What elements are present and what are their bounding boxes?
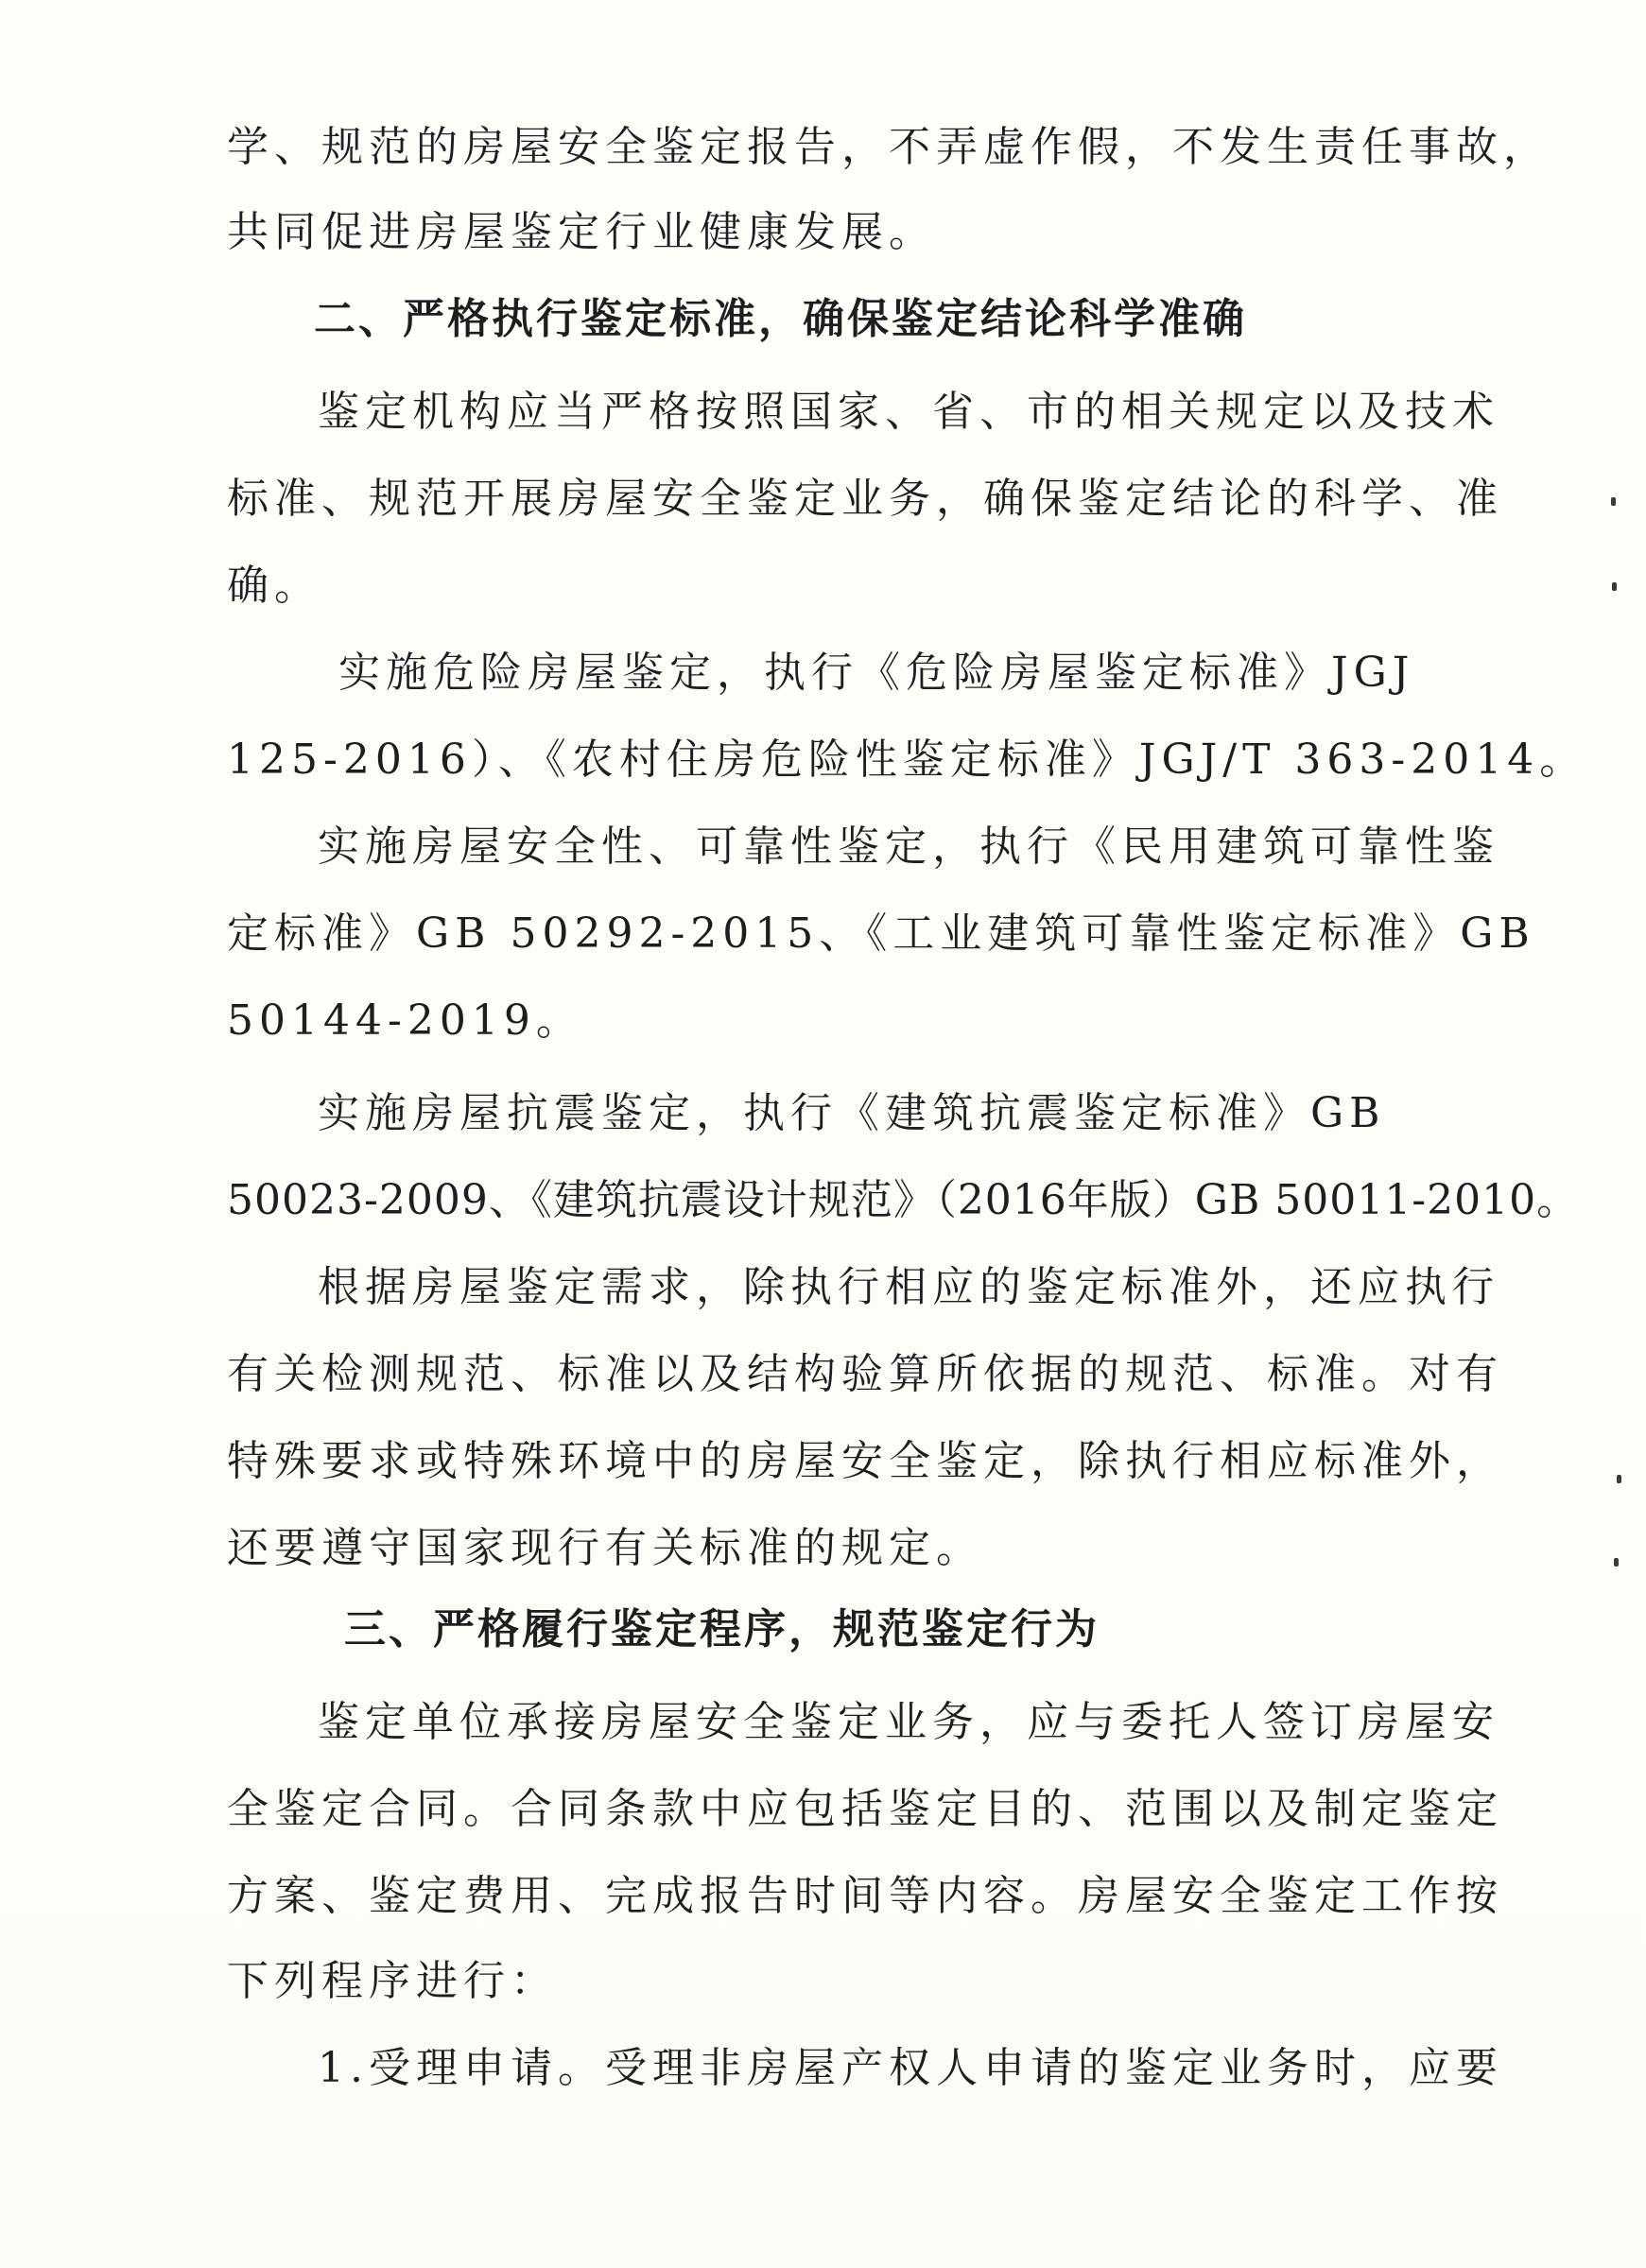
body-line: 方案、鉴定费用、完成报告时间等内容。房屋安全鉴定工作按 <box>227 1872 1503 1920</box>
body-line: 鉴定机构应当严格按照国家、省、市的相关规定以及技术 <box>318 388 1499 436</box>
body-line: 实施危险房屋鉴定，执行《危险房屋鉴定标准》JGJ <box>338 649 1415 697</box>
body-line: 实施房屋抗震鉴定，执行《建筑抗震鉴定标准》GB <box>318 1089 1386 1137</box>
body-line: 有关检测规范、标准以及结构验算所依据的规范、标准。对有 <box>227 1350 1503 1398</box>
scan-speck <box>1612 582 1617 591</box>
body-line: 50144-2019。 <box>227 996 583 1045</box>
scan-speck <box>1611 497 1616 506</box>
body-line: 125-2016）、《农村住房危险性鉴定标准》JGJ/T 363-2014。 <box>227 736 1587 784</box>
body-line: 根据房屋鉴定需求，除执行相应的鉴定标准外，还应执行 <box>318 1263 1499 1311</box>
section-heading-3: 三、严格履行鉴定程序，规范鉴定行为 <box>344 1605 1100 1653</box>
section-heading-2: 二、严格执行鉴定标准，确保鉴定结论科学准确 <box>314 295 1247 343</box>
body-line: 特殊要求或特殊环境中的房屋安全鉴定，除执行相应标准外， <box>227 1437 1503 1485</box>
body-line: 标准、规范开展房屋安全鉴定业务，确保鉴定结论的科学、准 <box>227 475 1503 523</box>
body-line: 实施房屋安全性、可靠性鉴定，执行《民用建筑可靠性鉴 <box>318 822 1499 871</box>
body-line: 确。 <box>227 562 321 610</box>
body-line: 还要遵守国家现行有关标准的规定。 <box>227 1524 983 1572</box>
body-line: 50023-2009、《建筑抗震设计规范》（2016年版）GB 50011-2010。 <box>227 1176 1580 1224</box>
body-line: 学、规范的房屋安全鉴定报告，不弄虚作假，不发生责任事故， <box>227 123 1551 171</box>
body-line: 全鉴定合同。合同条款中应包括鉴定目的、范围以及制定鉴定 <box>227 1785 1503 1833</box>
scan-speck <box>1614 1558 1619 1567</box>
body-line: 下列程序进行： <box>227 1957 558 2005</box>
body-line: 鉴定单位承接房屋安全鉴定业务，应与委托人签订房屋安 <box>318 1698 1499 1746</box>
body-line: 共同促进房屋鉴定行业健康发展。 <box>227 208 936 256</box>
body-line: 1.受理申请。受理非房屋产权人申请的鉴定业务时，应要 <box>318 2044 1503 2092</box>
body-line: 定标准》GB 50292-2015、《工业建筑可靠性鉴定标准》GB <box>227 909 1535 958</box>
scan-speck <box>1617 1475 1621 1483</box>
